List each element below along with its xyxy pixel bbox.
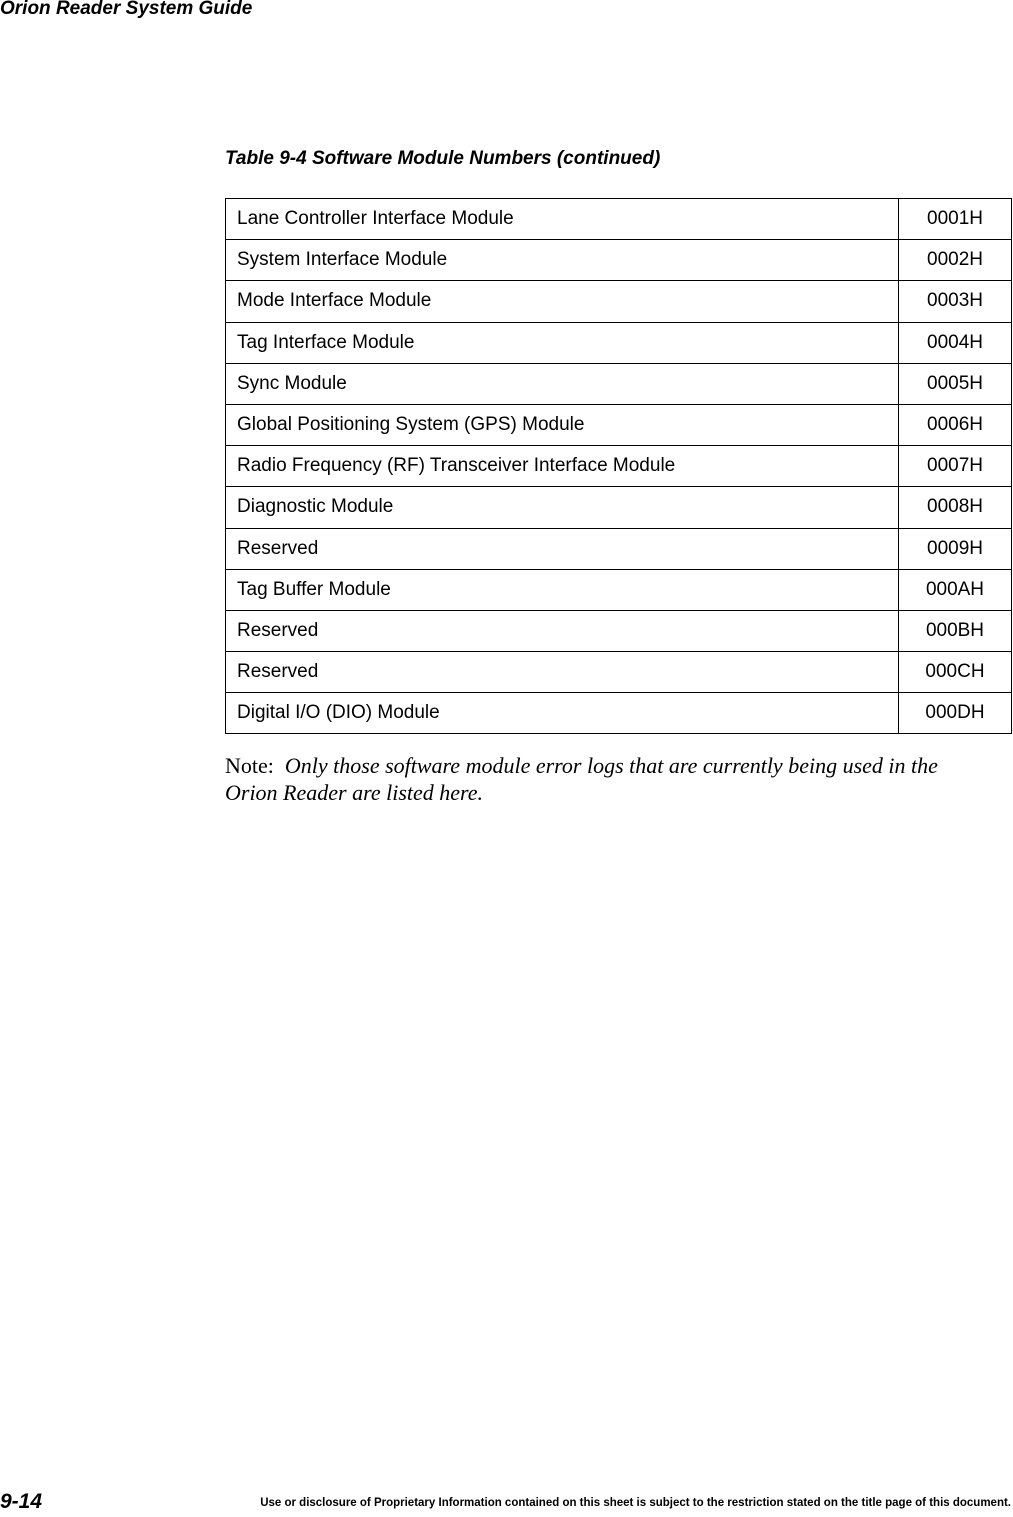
- module-name: Sync Module: [226, 363, 899, 404]
- module-name: Tag Interface Module: [226, 322, 899, 363]
- module-name: Global Positioning System (GPS) Module: [226, 404, 899, 445]
- table-row: [226, 446, 1012, 487]
- module-name: Digital I/O (DIO) Module: [226, 693, 899, 734]
- module-number: 0008H: [899, 487, 1012, 528]
- module-name: Reserved: [226, 528, 899, 569]
- table-caption: Table 9-4 Software Module Numbers (continued): [225, 148, 661, 169]
- page-number: 9-14: [0, 1490, 43, 1513]
- module-number: 0007H: [899, 446, 1012, 487]
- table-note: [225, 752, 995, 806]
- module-number: 0002H: [899, 240, 1012, 281]
- module-name: System Interface Module: [226, 240, 899, 281]
- module-number: 000CH: [899, 652, 1012, 693]
- module-name: Reserved: [226, 652, 899, 693]
- table-row: [226, 528, 1012, 569]
- module-name: Lane Controller Interface Module: [226, 199, 899, 240]
- module-name: Mode Interface Module: [226, 281, 899, 322]
- table-row: [226, 610, 1012, 651]
- module-number: 000AH: [899, 569, 1012, 610]
- module-number: 000BH: [899, 610, 1012, 651]
- table-row: [226, 199, 1012, 240]
- module-number: 0004H: [899, 322, 1012, 363]
- table-row: [226, 322, 1012, 363]
- table-row: [226, 652, 1012, 693]
- table-row: [226, 487, 1012, 528]
- table-row: [226, 363, 1012, 404]
- module-number: 000DH: [899, 693, 1012, 734]
- module-number: 0006H: [899, 404, 1012, 445]
- module-number: 0003H: [899, 281, 1012, 322]
- module-number: 0005H: [899, 363, 1012, 404]
- table-row: [226, 281, 1012, 322]
- note-label: Note:: [225, 753, 274, 778]
- table-row: [226, 569, 1012, 610]
- module-number: 0009H: [899, 528, 1012, 569]
- proprietary-notice: Use or disclosure of Proprietary Information contained on this sheet is subject to the restriction stated on the title page of this document.: [260, 1497, 1011, 1509]
- table-row: [226, 404, 1012, 445]
- software-module-table: [225, 198, 1012, 734]
- module-name: Diagnostic Module: [226, 487, 899, 528]
- module-number: 0001H: [899, 199, 1012, 240]
- note-text: Only those software module error logs that are currently being used in the Orion Reader are listed here.: [225, 753, 938, 805]
- module-name: Radio Frequency (RF) Transceiver Interface Module: [226, 446, 899, 487]
- running-header: Orion Reader System Guide: [0, 0, 253, 19]
- module-name: Reserved: [226, 610, 899, 651]
- module-name: Tag Buffer Module: [226, 569, 899, 610]
- table-row: [226, 693, 1012, 734]
- table-row: [226, 240, 1012, 281]
